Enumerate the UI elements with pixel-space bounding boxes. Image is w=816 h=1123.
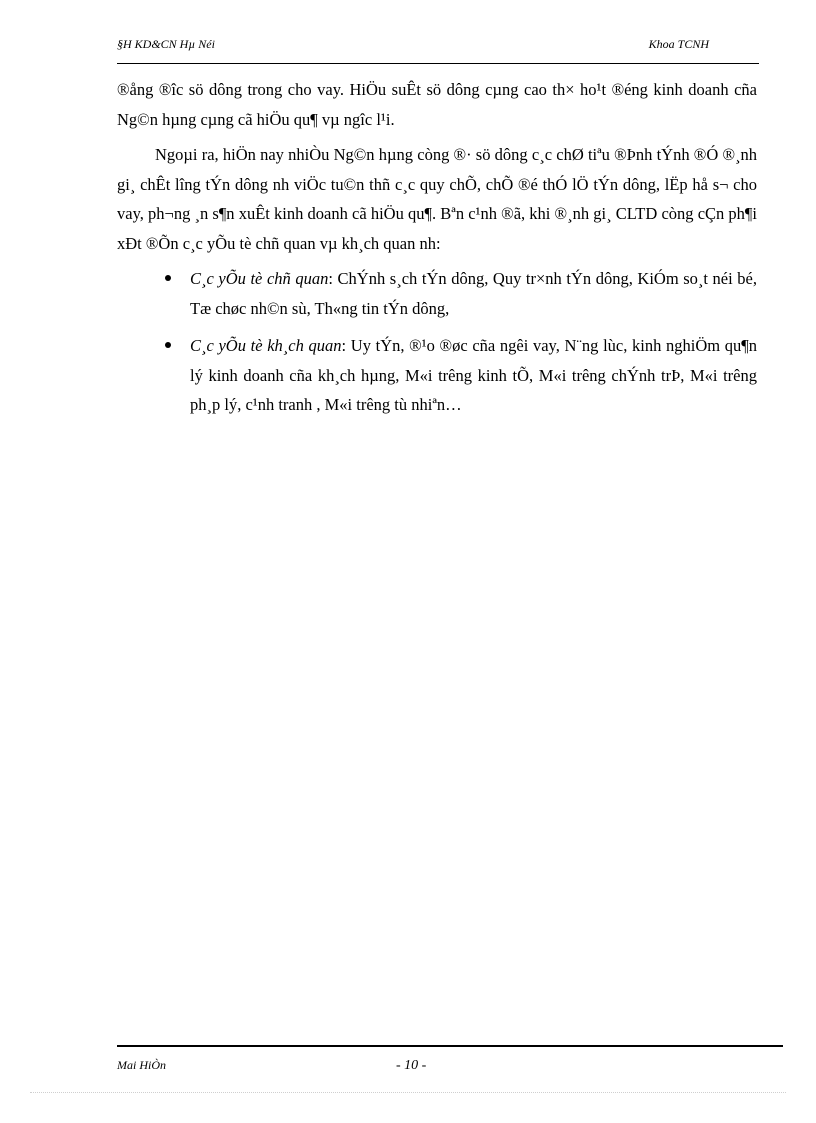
bullet-term: C¸c yÕu tè chñ quan (190, 269, 329, 288)
page-bottom-divider (30, 1092, 786, 1093)
page-header (117, 37, 757, 57)
header-right-text: Khoa TCNH (648, 37, 709, 51)
paragraph-1: ®ång ®îc sö dông trong cho vay. HiÖu suÊt sö dông cµng cao th× ho¹t ®éng kinh doanh cña Ng©n hµng cµng cã hiÖu qu¶ vµ ngîc l¹i. (117, 80, 757, 129)
header-rule (117, 63, 759, 64)
page-footer (117, 1058, 783, 1078)
page-number: - 10 - (396, 1058, 427, 1073)
footer-author: Mai HiÒn (117, 1058, 166, 1072)
paragraph-2: Ngoµi ra, hiÖn nay nhiÒu Ng©n hµng còng ®· sö dông c¸c chØ tiªu ®Þnh tÝnh ®Ó ®¸nh gi¸ chÊt lîng tÝn dông nh viÖc tu©n thñ c¸c quy chÕ, chÕ ®é thÓ lÖ tÝn dông, lËp hå s¬ cho vay, ph¬ng ¸n s¶n xuÊt kinh doanh cã hiÖu qu¶. Bªn c¹nh ®ã, khi ®¸nh gi¸ CLTD còng cÇn ph¶i xÐt ®Õn c¸c yÕu tè chñ quan vµ kh¸ch quan nh: (117, 145, 757, 253)
bullet-text: : Uy tÝn, ®¹o ®øc cña ngêi vay, N¨ng lùc, kinh nghiÖm qu¶n lý kinh doanh cña kh¸ch hµng, M«i trêng kinh tÕ, M«i trêng chÝnh trÞ, M«i trêng ph¸p lý, c¹nh tranh , M«i trêng tù nhiªn… (190, 336, 757, 414)
bullet-term: C¸c yÕu tè kh¸ch quan (190, 336, 342, 355)
bullet-dot-icon (165, 275, 171, 281)
header-left-text: §H KD&CN Hµ Néi (117, 37, 215, 51)
bullet-item-subjective (190, 264, 757, 323)
bullet-dot-icon (165, 342, 171, 348)
footer-rule (117, 1045, 783, 1047)
bullet-text: : ChÝnh s¸ch tÝn dông, Quy tr×nh tÝn dông, KiÓm so¸t néi bé, Tæ chøc nh©n sù, Th«ng tin tÝn dông, (190, 269, 757, 318)
bullet-item-objective (190, 331, 757, 420)
document-body (117, 75, 757, 428)
bullet-list (117, 264, 757, 420)
